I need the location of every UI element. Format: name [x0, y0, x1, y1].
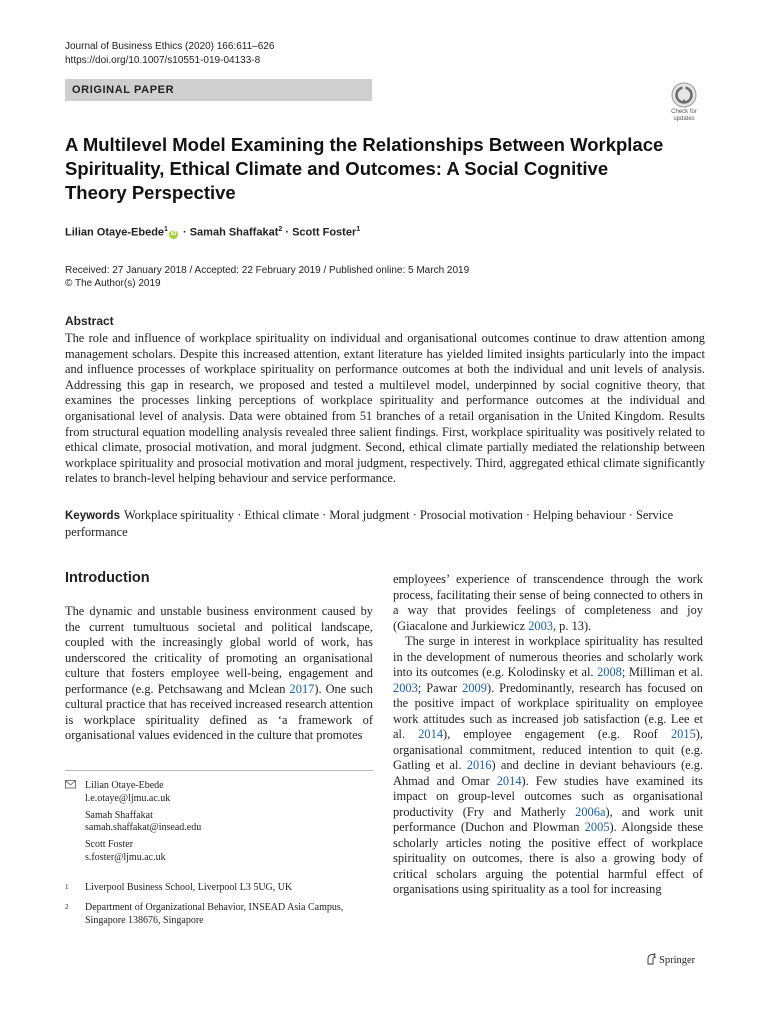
- citation-link[interactable]: 2003: [528, 618, 553, 633]
- intro-text: The surge in interest in workplace spirituality has resulted in the development of numerous theories and scholarly work into its outcomes (e.g. Kolodinsky et al.: [393, 634, 703, 679]
- affiliation-number: 2: [65, 902, 69, 911]
- keywords-heading: Keywords: [65, 510, 120, 522]
- citation-link[interactable]: 2005: [584, 820, 610, 834]
- springer-horse-icon: [646, 953, 657, 965]
- journal-info: [65, 40, 274, 68]
- intro-paragraph: [393, 634, 703, 898]
- affiliation-text: Department of Organizational Behavior, INSEAD Asia Campus, Singapore 138676, Singapore: [85, 901, 344, 926]
- envelope-icon: [65, 780, 85, 869]
- keywords-list: Workplace spirituality · Ethical climate · Moral judgment · Prosocial motivation · Helping behaviour · Service performance: [65, 508, 674, 539]
- citation-link[interactable]: 2014: [418, 727, 444, 741]
- citation-link[interactable]: 2003: [393, 680, 418, 695]
- affiliation-item: [65, 882, 373, 895]
- correspondence-email[interactable]: samah.shaffakat@insead.edu: [85, 822, 202, 834]
- intro-text: ), organisational commitment, reduced intention to quit (e.g. Gatling et al.: [393, 727, 703, 772]
- author-name[interactable]: Lilian Otaye-Ebede: [65, 226, 165, 239]
- check-for-updates-icon: [671, 82, 697, 108]
- intro-column-left: [65, 604, 373, 744]
- correspondence-name: Samah Shaffakat: [85, 809, 153, 821]
- article-title: A Multilevel Model Examining the Relationships Between Workplace Spirituality, Ethical Climate and Outcomes: A Social Cognitive Theory Perspective: [65, 134, 664, 203]
- citation-link[interactable]: 2014: [496, 773, 522, 788]
- author-list: Lilian Otaye-Ebede$^1$iD · Samah Shaffakat$^2$ · Scott Foster$^1$: [65, 226, 361, 239]
- intro-text: employees’ experience of transcendence through the work process, facilitating their sense of being connected to others in a way that provides feelings of completeness and joy (Giacalone and Jurkiewicz: [393, 572, 703, 633]
- doi-link[interactable]: https://doi.org/10.1007/s10551-019-04133-8: [65, 55, 261, 66]
- orcid-icon[interactable]: iD: [170, 230, 177, 237]
- date-history: Received: 27 January 2018 / Accepted: 22 February 2019 / Published online: 5 March 2019: [65, 265, 470, 276]
- citation-link[interactable]: 2008: [597, 665, 622, 679]
- correspondence-email[interactable]: s.foster@ljmu.ac.uk: [85, 851, 166, 863]
- intro-text: ). One such cultural practice that has received increased research attention is workplace spirituality defined as ‘a framework of organisational values evidenced in the culture that promotes: [65, 681, 373, 742]
- article-type-banner: ORIGINAL PAPER: [65, 79, 372, 101]
- intro-paragraph: [393, 572, 703, 634]
- journal-citation: Journal of Business Ethics (2020) 166:611–626: [65, 41, 275, 52]
- affiliations: [65, 882, 373, 934]
- correspondence-name: Scott Foster: [85, 839, 134, 851]
- intro-text: ; Pawar: [417, 680, 463, 695]
- author-affiliation-marker: 2: [278, 226, 283, 233]
- citation-link[interactable]: 2016: [466, 758, 492, 772]
- publisher-name: Springer: [659, 955, 696, 966]
- affiliation-item: [65, 902, 373, 928]
- intro-text: ) and decline in deviant behaviours (e.g. Ahmad and Omar: [393, 758, 703, 788]
- citation-link[interactable]: 2015: [670, 727, 696, 741]
- keywords: [65, 508, 705, 540]
- publication-dates: [65, 264, 469, 290]
- intro-text: ). Predominantly, research has focused on the positive impact of workplace spirituality on employee work attitudes such as increased job satisfaction (e.g. Lee et al.: [393, 680, 704, 741]
- citation-link[interactable]: 2006a: [575, 804, 606, 819]
- affiliation-number: 1: [65, 883, 69, 891]
- affiliation-text: Liverpool Business School, Liverpool L3 5UG, UK: [85, 882, 293, 893]
- author-name[interactable]: Samah Shaffakat: [189, 226, 279, 239]
- author-affiliation-marker: 1: [164, 226, 168, 233]
- intro-text: ), and work unit performance (Duchon and Plowman: [393, 804, 703, 834]
- check-for-updates-label: Check for updates: [671, 109, 697, 122]
- intro-text: ). Alongside these scholarly articles noting the positive effect of workplace spirituality on outcomes, there is also a growing body of critical scholars arguing the potential harmful effect of organisations using spirituality as a tool for increasing: [393, 820, 703, 896]
- citation-link[interactable]: 2009: [462, 680, 487, 695]
- copyright-line: © The Author(s) 2019: [65, 278, 161, 289]
- author-name[interactable]: Scott Foster: [292, 226, 357, 239]
- section-heading-introduction: Introduction: [65, 570, 150, 586]
- publisher-footer: [646, 953, 695, 966]
- abstract-heading: Abstract: [65, 314, 114, 328]
- correspondence-name: Lilian Otaye-Ebede: [85, 780, 164, 791]
- author-affiliation-marker: 1: [356, 226, 361, 233]
- citation-link[interactable]: 2017: [289, 681, 315, 696]
- correspondence-email[interactable]: l.e.otaye@ljmu.ac.uk: [85, 792, 171, 804]
- intro-text: , p. 13).: [552, 618, 592, 633]
- correspondence-block: [65, 780, 373, 869]
- intro-text: ; Milliman et al.: [621, 665, 703, 679]
- abstract-text: The role and influence of workplace spirituality on individual and organisational outcomes continue to draw attention among management scholars. Despite this increased attention, extant literature has yielded limited insights particularly into the impact and influence processes of workplace spirituality on performance outcomes at both the individual and unit levels of analysis. Addressing this gap in research, we proposed and tested a multilevel model, underpinned by social cognitive theory, that examines the processes linking perceptions of workplace spirituality and performance outcomes at the individual and organisational level of analysis. Data were obtained from 51 branches of a retail organisation in the United Kingdom. Results from structural equation modelling analysis revealed three salient findings. First, workplace spirituality was positively related to ethical climate, prosocial motivation, and moral judgment. Second, ethical climate partially mediated the relationship between workplace spirituality and prosocial motivation and moral judgment, respectively. Third, aggregated ethical climate significantly relates to branch-level helping behaviour and service performance.: [65, 331, 705, 486]
- footnote-divider: [65, 770, 373, 771]
- check-for-updates-badge[interactable]: [664, 82, 704, 126]
- intro-column-right: [393, 572, 703, 898]
- intro-text: The dynamic and unstable business environment caused by the current tumultuous societal and political landscape, coupled with the increasingly global world of work, has underscored the criticality of promoting an organisational culture that fosters employee well-being, engagement and performance (e.g. Petchsawang and Mclean: [65, 604, 373, 696]
- intro-text: ), employee engagement (e.g. Roof: [443, 727, 671, 741]
- intro-text: ). Few studies have examined its impact on group-level outcomes such as organisational productivity (Fry and Matherly: [393, 773, 704, 819]
